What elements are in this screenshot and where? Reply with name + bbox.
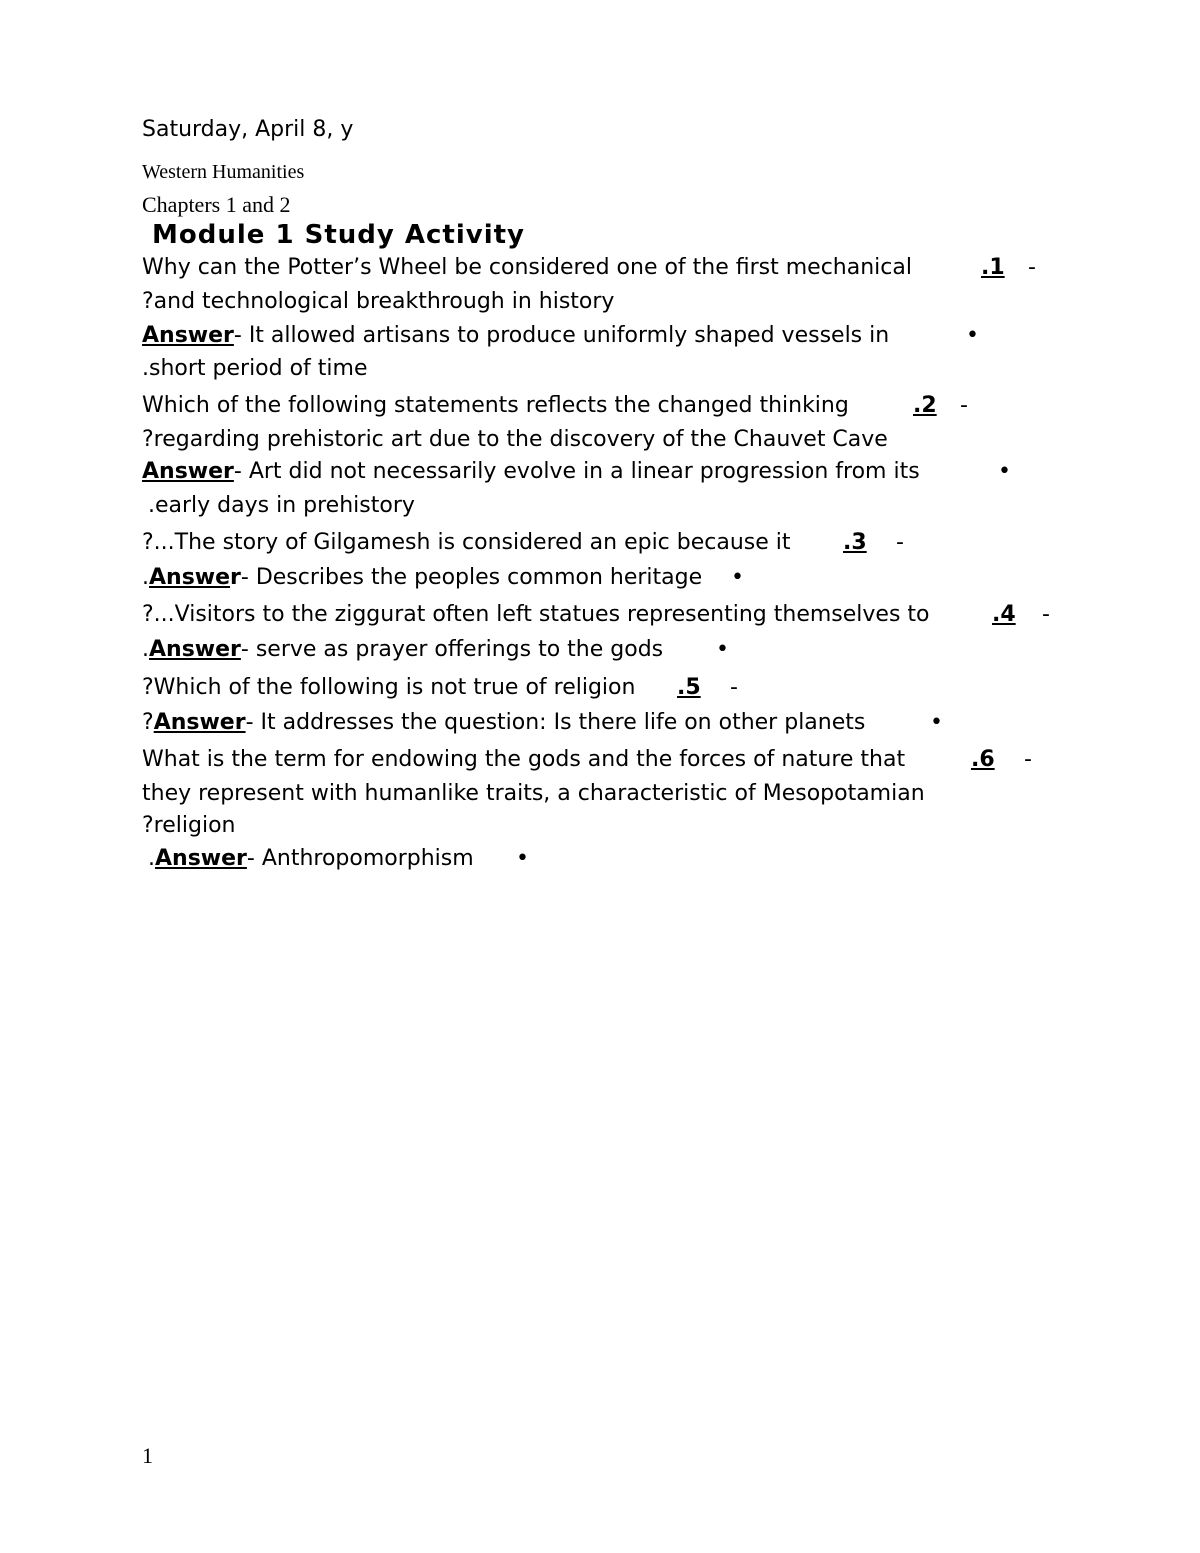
question-1-line-2: ?and technological breakthrough in history: [142, 289, 615, 314]
answer-1-bullet: •: [966, 323, 979, 348]
question-4-number: .4: [992, 602, 1016, 627]
question-2-dash: -: [960, 393, 968, 418]
answer-5-prefix: ?: [142, 710, 154, 735]
answer-5-text: - It addresses the question: Is there life on other planets: [245, 710, 866, 735]
question-1-line-1: Why can the Potter’s Wheel be considered one of the first mechanical: [142, 255, 912, 280]
answer-5-bullet: •: [930, 710, 943, 735]
page-number: 1: [142, 1443, 153, 1468]
question-5-dash: -: [730, 675, 738, 700]
course-subject: Western Humanities: [142, 161, 305, 183]
question-2-line-1: Which of the following statements reflects the changed thinking: [142, 393, 849, 418]
answer-2-text: - Art did not necessarily evolve in a linear progression from its: [233, 459, 920, 484]
question-6-line-2: they represent with humanlike traits, a characteristic of Mesopotamian: [142, 781, 925, 806]
question-4-dash: -: [1042, 602, 1050, 627]
answer-1-line-2: .short period of time: [142, 356, 368, 381]
answer-6-text: - Anthropomorphism: [246, 846, 474, 871]
answer-5: [142, 712, 865, 734]
question-6-line-1: What is the term for endowing the gods and the forces of nature that: [142, 747, 906, 772]
answer-label: Answer: [142, 459, 234, 484]
answer-label-tail: r: [230, 565, 241, 590]
question-5-line-1: ?Which of the following is not true of religion: [142, 675, 636, 700]
question-1-dash: -: [1028, 255, 1036, 280]
answer-4-bullet: •: [716, 637, 729, 662]
answer-4-text: - serve as prayer offerings to the gods: [240, 637, 664, 662]
answer-2-bullet: •: [998, 459, 1011, 484]
answer-6-bullet: •: [516, 846, 529, 871]
answer-3: [142, 567, 702, 589]
question-2-number: .2: [913, 393, 937, 418]
answer-3-bullet: •: [731, 565, 744, 590]
answer-label: Answer: [155, 846, 247, 871]
question-2-line-2: ?regarding prehistoric art due to the discovery of the Chauvet Cave: [142, 427, 888, 452]
answer-4-prefix: .: [142, 637, 149, 662]
answer-2-line-2: .early days in prehistory: [148, 493, 415, 518]
answer-6: [148, 848, 474, 870]
question-1-number: .1: [981, 255, 1005, 280]
answer-label: Answer: [153, 710, 246, 735]
page-title: Module 1 Study Activity: [152, 220, 525, 250]
answer-label: Answer: [149, 637, 241, 662]
document-date: Saturday, April 8, y: [142, 117, 354, 142]
question-6-number: .6: [971, 747, 995, 772]
answer-3-prefix: .: [142, 565, 149, 590]
answer-label: Answe: [149, 565, 231, 590]
question-5-number: .5: [677, 675, 701, 700]
answer-2: [142, 461, 920, 483]
answer-label: Answer: [142, 323, 234, 348]
question-3-number: .3: [843, 530, 867, 555]
question-6-dash: -: [1024, 747, 1032, 772]
chapters-label: Chapters 1 and 2: [142, 192, 291, 217]
answer-1: [142, 325, 889, 347]
question-6-line-3: ?religion: [142, 813, 236, 838]
question-3-line-1: ?...The story of Gilgamesh is considered an epic because it: [142, 530, 791, 555]
answer-3-text: - Describes the peoples common heritage: [240, 565, 703, 590]
question-3-dash: -: [896, 530, 904, 555]
answer-4: [142, 639, 663, 661]
question-4-line-1: ?...Visitors to the ziggurat often left statues representing themselves to: [142, 602, 930, 627]
answer-1-text: - It allowed artisans to produce uniformly shaped vessels in: [233, 323, 890, 348]
answer-6-prefix: .: [148, 846, 155, 871]
